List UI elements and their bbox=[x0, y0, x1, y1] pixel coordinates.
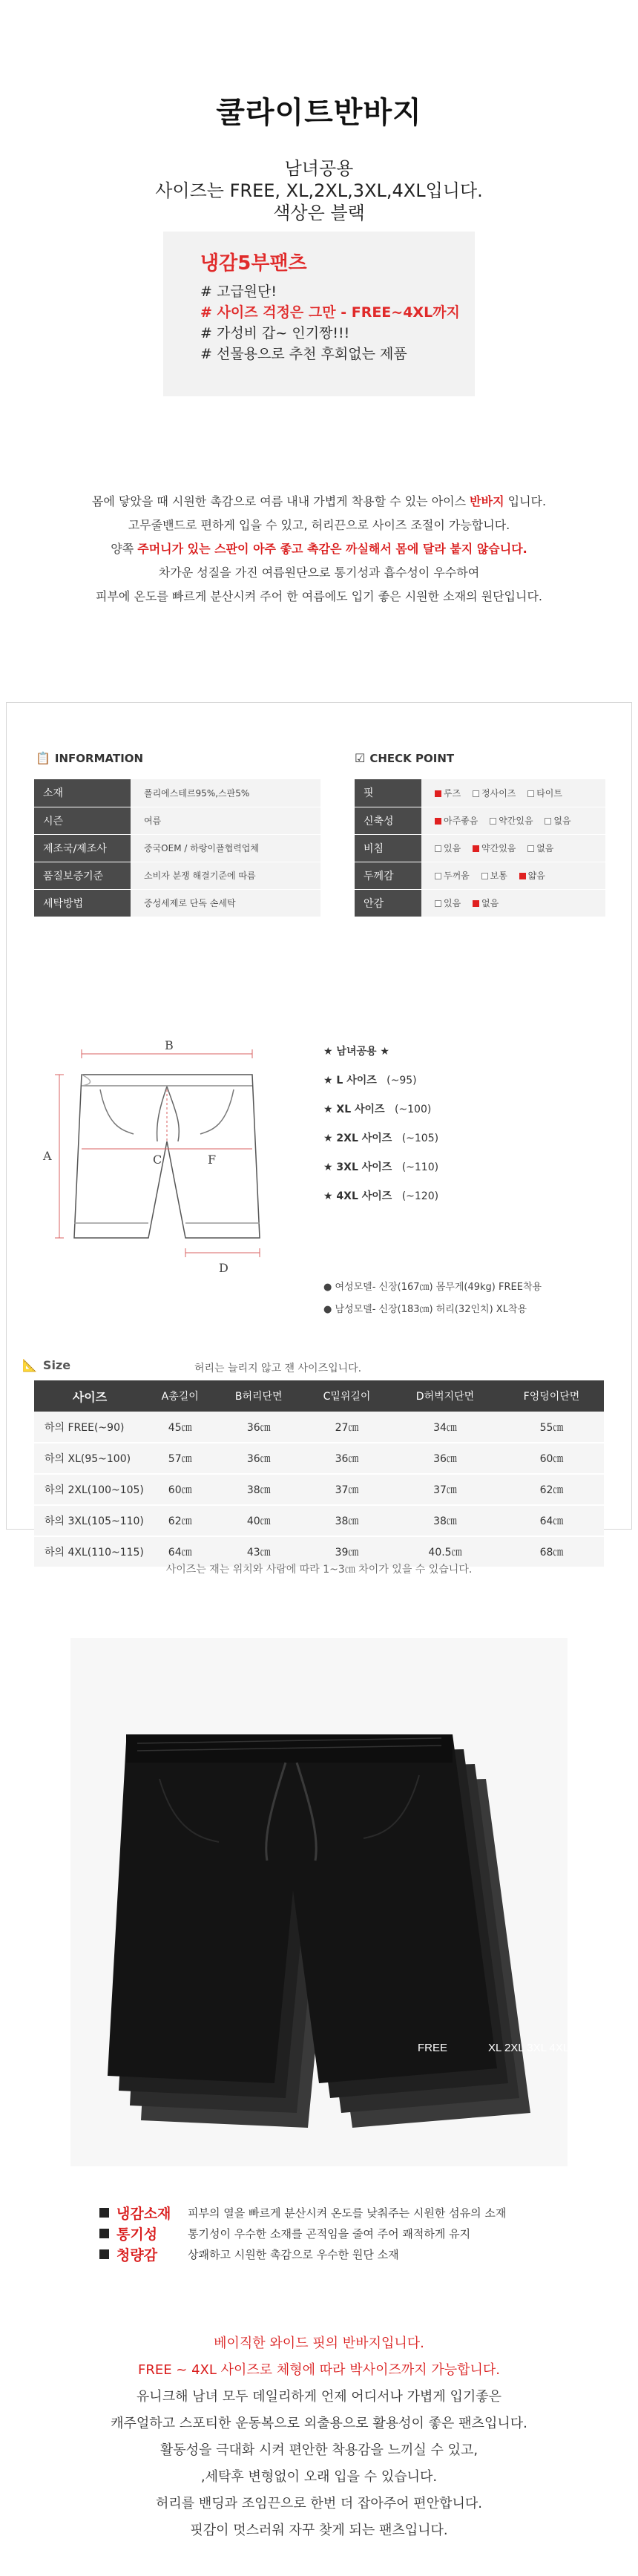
size-heading bbox=[22, 1358, 70, 1372]
promo-title: 냉감5부팬츠 bbox=[200, 252, 307, 275]
option-text: 없음 bbox=[481, 898, 499, 908]
table-cell: 68㎝ bbox=[499, 1536, 604, 1567]
list-item bbox=[323, 1153, 620, 1182]
check-label: 비침 bbox=[355, 834, 421, 862]
check-label: 신축성 bbox=[355, 807, 421, 834]
checked-box-icon bbox=[519, 873, 526, 879]
column-header: F엉덩이단면 bbox=[499, 1380, 604, 1412]
option-text: 아주좋음 bbox=[444, 816, 479, 826]
feature-row bbox=[99, 2203, 619, 2223]
desc-line bbox=[0, 490, 638, 514]
check-label: 안감 bbox=[355, 889, 421, 917]
checkpoint-heading-text: CHECK POINT bbox=[369, 751, 455, 765]
table-row bbox=[355, 834, 605, 862]
size-name: ★ L 사이즈 bbox=[323, 1075, 377, 1087]
empty-box-icon bbox=[545, 818, 551, 825]
outro-line: 캐주얼하고 스포티한 운동복으로 외출용으로 활용성이 좋은 팬츠입니다. bbox=[111, 2416, 527, 2431]
model-info bbox=[323, 1276, 635, 1321]
shorts-measurement-diagram bbox=[37, 1038, 297, 1312]
check-options bbox=[421, 807, 605, 834]
table-cell: 하의 FREE(~90) bbox=[34, 1412, 145, 1443]
info-value: 중성세제로 단독 손세탁 bbox=[131, 889, 320, 917]
desc-line: 피부에 온도를 빠르게 분산시켜 주어 한 여름에도 입기 좋은 시원한 소재의 원단입니다. bbox=[96, 589, 542, 603]
shorts-stack-image bbox=[70, 1638, 568, 2166]
table-cell: 40.5㎝ bbox=[391, 1536, 499, 1567]
information-table bbox=[34, 779, 320, 917]
page-title: 쿨라이트반바지 bbox=[216, 96, 422, 130]
table-row bbox=[34, 834, 320, 862]
list-item bbox=[323, 1182, 620, 1211]
list-item bbox=[323, 1124, 620, 1153]
outro-line: 핏감이 멋스러워 자꾸 찾게 되는 팬츠입니다. bbox=[190, 2523, 448, 2538]
size-footnote: 사이즈는 재는 위치와 사람에 따라 1~3㎝ 차이가 있을 수 있습니다. bbox=[165, 1564, 473, 1576]
square-bullet-icon bbox=[99, 2208, 109, 2218]
promo-box bbox=[163, 232, 475, 396]
table-cell: 45㎝ bbox=[145, 1412, 214, 1443]
option-text: 얇음 bbox=[527, 871, 545, 881]
table-cell: 38㎝ bbox=[214, 1474, 303, 1505]
feature-key: 냉감소재 bbox=[116, 2206, 171, 2222]
product-description bbox=[0, 490, 638, 609]
outro-highlight: 베이직한 와이드 핏의 반바지입니다. bbox=[214, 2336, 424, 2351]
table-cell: 57㎝ bbox=[145, 1443, 214, 1474]
list-item bbox=[323, 1066, 620, 1095]
label-b: B bbox=[165, 1038, 174, 1052]
check-option bbox=[435, 787, 461, 799]
size-table bbox=[34, 1380, 604, 1568]
column-header: A총길이 bbox=[145, 1380, 214, 1412]
empty-box-icon bbox=[435, 845, 441, 852]
table-cell: 39㎝ bbox=[303, 1536, 391, 1567]
outro-line: 유니크해 남녀 모두 데일리하게 언제 어디서나 가볍게 입기좋은 bbox=[136, 2389, 502, 2405]
label-f: F bbox=[208, 1153, 217, 1167]
check-options bbox=[421, 862, 605, 889]
option-text: 있음 bbox=[444, 898, 461, 908]
information-heading bbox=[36, 751, 143, 765]
size-list-header: ★ 남녀공용 ★ bbox=[323, 1046, 389, 1058]
intro-text bbox=[0, 157, 638, 224]
desc-text: 입니다. bbox=[504, 494, 547, 508]
size-range: (~95) bbox=[387, 1075, 417, 1087]
square-bullet-icon bbox=[99, 2229, 109, 2238]
outro-line: ,세탁후 변형없이 오래 입을 수 있습니다. bbox=[200, 2469, 438, 2485]
model-line: ● 남성모델- 신장(183㎝) 허리(32인치) XL착용 bbox=[323, 1304, 527, 1315]
table-cell: 62㎝ bbox=[145, 1505, 214, 1536]
info-value: 중국OEM / 하랑이플협력업체 bbox=[131, 834, 320, 862]
info-label: 세탁방법 bbox=[34, 889, 131, 917]
table-row bbox=[34, 1505, 604, 1536]
list-item bbox=[323, 1095, 620, 1124]
size-range: (~105) bbox=[401, 1133, 439, 1144]
feature-key: 청량감 bbox=[116, 2247, 158, 2264]
check-option bbox=[435, 897, 461, 909]
desc-line bbox=[0, 537, 638, 561]
table-cell: 40㎝ bbox=[214, 1505, 303, 1536]
model-line: ● 여성모델- 신장(167㎝) 몸무게(49kg) FREE착용 bbox=[323, 1282, 542, 1293]
checked-box-icon bbox=[435, 790, 441, 797]
size-heading-text: Size bbox=[42, 1358, 71, 1372]
table-cell: 64㎝ bbox=[145, 1536, 214, 1567]
info-label: 소재 bbox=[34, 779, 131, 807]
check-option bbox=[481, 869, 507, 882]
feature-text: 피부의 열을 빠르게 분산시켜 온도를 낮춰주는 시원한 섬유의 소재 bbox=[188, 2206, 507, 2220]
table-cell: 38㎝ bbox=[303, 1505, 391, 1536]
option-text: 두꺼움 bbox=[444, 871, 470, 881]
desc-line: 고무줄밴드로 편하게 입을 수 있고, 허리끈으로 사이즈 조절이 가능합니다. bbox=[128, 518, 510, 532]
table-cell: 64㎝ bbox=[499, 1505, 604, 1536]
desc-text: 몸에 닿았을 때 시원한 촉감으로 여름 내내 가볍게 착용할 수 있는 아이스 bbox=[91, 494, 470, 508]
clipboard-icon: 📋 bbox=[36, 751, 50, 765]
table-cell: 37㎝ bbox=[391, 1474, 499, 1505]
info-label: 품질보증기준 bbox=[34, 862, 131, 889]
check-option bbox=[473, 787, 516, 799]
check-option bbox=[473, 842, 516, 854]
photo-label-sizes: XL 2XL 3XL 4XL bbox=[488, 2042, 568, 2054]
feature-row bbox=[99, 2223, 619, 2244]
option-text: 보통 bbox=[490, 871, 507, 881]
check-option bbox=[435, 814, 478, 827]
check-option bbox=[527, 842, 553, 854]
table-cell: 34㎝ bbox=[391, 1412, 499, 1443]
checkpoint-heading bbox=[355, 751, 454, 765]
table-cell: 36㎝ bbox=[214, 1412, 303, 1443]
promo-item: # 가성비 갑~ 인기짱!!! bbox=[200, 325, 350, 341]
checked-box-icon bbox=[473, 900, 479, 907]
check-option bbox=[545, 814, 570, 827]
info-value: 소비자 분쟁 해결기준에 따름 bbox=[131, 862, 320, 889]
empty-box-icon bbox=[490, 818, 496, 825]
option-text: 정사이즈 bbox=[481, 787, 516, 799]
label-a: A bbox=[43, 1149, 52, 1163]
check-label: 핏 bbox=[355, 779, 421, 807]
table-cell: 62㎝ bbox=[499, 1474, 604, 1505]
size-name: ★ 4XL 사이즈 bbox=[323, 1190, 392, 1202]
intro-line: 남녀공용 bbox=[284, 158, 354, 179]
table-cell: 38㎝ bbox=[391, 1505, 499, 1536]
promo-item: # 고급원단! bbox=[200, 284, 277, 300]
closing-description bbox=[0, 2330, 638, 2544]
check-option bbox=[490, 814, 533, 827]
size-list bbox=[323, 1038, 620, 1211]
option-text: 약간있음 bbox=[481, 843, 516, 853]
table-cell: 하의 3XL(105~110) bbox=[34, 1505, 145, 1536]
empty-box-icon bbox=[481, 873, 488, 879]
info-value: 여름 bbox=[131, 807, 320, 834]
desc-text: 양쪽 bbox=[111, 542, 138, 556]
empty-box-icon bbox=[527, 790, 534, 797]
feature-text: 통기성이 우수한 소재를 곤적임을 줄여 주어 쾌적하게 유지 bbox=[188, 2227, 471, 2241]
outro-highlight: FREE ~ 4XL 사이즈로 체형에 따라 박사이즈까지 가능합니다. bbox=[137, 2362, 501, 2378]
option-text: 있음 bbox=[444, 843, 461, 853]
size-note: 허리는 늘리지 않고 잰 사이즈입니다. bbox=[194, 1363, 362, 1374]
feature-key: 통기성 bbox=[116, 2226, 158, 2243]
desc-highlight: 반바지 bbox=[470, 494, 504, 508]
label-c: C bbox=[153, 1153, 162, 1167]
table-row bbox=[34, 862, 320, 889]
table-row bbox=[34, 807, 320, 834]
option-text: 루즈 bbox=[444, 787, 461, 799]
information-heading-text: INFORMATION bbox=[54, 751, 144, 765]
photo-label-free: FREE bbox=[418, 2042, 448, 2054]
size-range: (~120) bbox=[401, 1190, 439, 1202]
promo-item: # 선물용으로 추천 후회없는 제품 bbox=[200, 346, 407, 362]
table-cell: 하의 2XL(100~105) bbox=[34, 1474, 145, 1505]
info-label: 시즌 bbox=[34, 807, 131, 834]
promo-item-highlight: # 사이즈 걱정은 그만 - FREE~4XL까지 bbox=[200, 304, 460, 321]
feature-row bbox=[99, 2244, 619, 2264]
check-options bbox=[421, 834, 605, 862]
check-option bbox=[435, 869, 470, 882]
desc-line: 차가운 성질을 가진 여름원단으로 통기성과 흡수성이 우수하여 bbox=[158, 566, 480, 580]
feature-text: 상쾌하고 시원한 촉감으로 우수한 원단 소재 bbox=[188, 2248, 399, 2261]
checked-box-icon bbox=[473, 845, 479, 852]
column-header: C밑위길이 bbox=[303, 1380, 391, 1412]
check-option bbox=[527, 787, 562, 799]
table-row bbox=[355, 779, 605, 807]
table-cell: 60㎝ bbox=[499, 1443, 604, 1474]
empty-box-icon bbox=[473, 790, 479, 797]
table-cell: 37㎝ bbox=[303, 1474, 391, 1505]
desc-highlight: 주머니가 있는 스판이 아주 좋고 촉감은 까실해서 몸에 달라 붙지 않습니다. bbox=[137, 542, 527, 556]
table-row bbox=[355, 807, 605, 834]
checkbox-icon: ☑ bbox=[355, 751, 366, 765]
size-range: (~110) bbox=[401, 1161, 439, 1173]
check-option bbox=[473, 897, 499, 909]
checkpoint-table bbox=[355, 779, 605, 917]
size-name: ★ XL 사이즈 bbox=[323, 1104, 385, 1115]
table-row bbox=[34, 1412, 604, 1443]
outro-line: 허리를 밴딩과 조임끈으로 한번 더 잡아주어 편안합니다. bbox=[156, 2496, 482, 2511]
table-row bbox=[355, 889, 605, 917]
table-cell: 27㎝ bbox=[303, 1412, 391, 1443]
intro-line: 색상은 블랙 bbox=[273, 203, 365, 223]
label-d: D bbox=[219, 1261, 228, 1275]
check-option bbox=[435, 842, 461, 854]
table-cell: 36㎝ bbox=[391, 1443, 499, 1474]
option-text: 약간있음 bbox=[499, 816, 533, 826]
size-name: ★ 2XL 사이즈 bbox=[323, 1133, 392, 1144]
info-value: 폴리에스테르95%,스판5% bbox=[131, 779, 320, 807]
table-cell: 60㎝ bbox=[145, 1474, 214, 1505]
size-name: ★ 3XL 사이즈 bbox=[323, 1161, 392, 1173]
empty-box-icon bbox=[527, 845, 534, 852]
square-bullet-icon bbox=[99, 2249, 109, 2259]
option-text: 없음 bbox=[553, 816, 571, 826]
column-header: D허벅지단면 bbox=[391, 1380, 499, 1412]
column-header: 사이즈 bbox=[34, 1380, 145, 1412]
size-range: (~100) bbox=[394, 1104, 432, 1115]
intro-line: 사이즈는 FREE, XL,2XL,3XL,4XL입니다. bbox=[155, 180, 483, 201]
option-text: 없음 bbox=[536, 843, 554, 853]
table-row bbox=[34, 1474, 604, 1505]
table-cell: 36㎝ bbox=[214, 1443, 303, 1474]
option-text: 타이트 bbox=[536, 787, 562, 799]
table-cell: 36㎝ bbox=[303, 1443, 391, 1474]
info-label: 제조국/제조사 bbox=[34, 834, 131, 862]
check-options bbox=[421, 779, 605, 807]
table-cell: 55㎝ bbox=[499, 1412, 604, 1443]
empty-box-icon bbox=[435, 900, 441, 907]
product-photo bbox=[70, 1638, 568, 2166]
table-cell: 하의 4XL(110~115) bbox=[34, 1536, 145, 1567]
table-row bbox=[355, 862, 605, 889]
checked-box-icon bbox=[435, 818, 441, 825]
check-option bbox=[519, 869, 545, 882]
table-header-row bbox=[34, 1380, 604, 1412]
table-row bbox=[34, 779, 320, 807]
ruler-icon: 📐 bbox=[22, 1358, 37, 1372]
check-label: 두께감 bbox=[355, 862, 421, 889]
table-row bbox=[34, 1443, 604, 1474]
table-row bbox=[34, 889, 320, 917]
empty-box-icon bbox=[435, 873, 441, 879]
table-cell: 43㎝ bbox=[214, 1536, 303, 1567]
table-cell: 하의 XL(95~100) bbox=[34, 1443, 145, 1474]
check-options bbox=[421, 889, 605, 917]
outro-line: 활동성을 극대화 시켜 편안한 착용감을 느끼실 수 있고, bbox=[160, 2442, 479, 2458]
column-header: B허리단면 bbox=[214, 1380, 303, 1412]
